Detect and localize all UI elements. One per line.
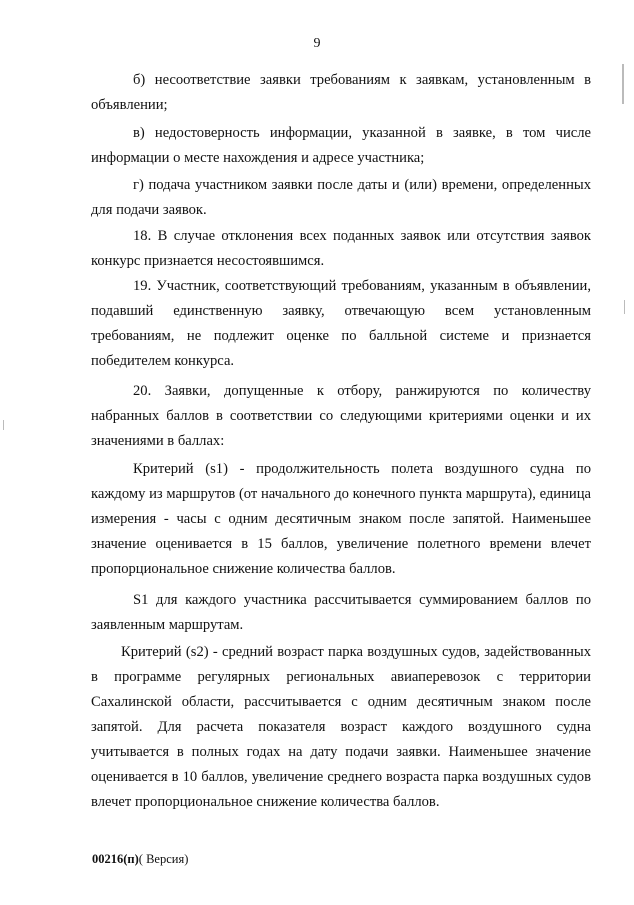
paragraph-s1-sum: S1 для каждого участника рассчитывается суммированием баллов по заявленным маршрутам. [91,592,591,633]
scan-artifact [624,300,625,314]
document-footer [92,852,188,867]
footer-suffix: ( Версия) [138,852,189,866]
paragraph-18: 18. В случае отклонения всех поданных заявок или отсутствия заявок конкурс признается несостоявшимся. [91,228,591,269]
page-number: 9 [313,36,321,51]
paragraph-19: 19. Участник, соответствующий требованиям, указанным в объявлении, подавший единственную заявку, отвечающую всем установленным требованиям, не подлежит оценке по балльной системе и признается победителем конкурса. [91,278,591,369]
scan-artifact [622,64,624,104]
paragraph-20: 20. Заявки, допущенные к отбору, ранжируются по количеству набранных баллов в соответствии со следующими критериями оценки и их значениями в баллах: [91,383,591,449]
paragraph-v: в) недостоверность информации, указанной в заявке, в том числе информации о месте нахождения и адресе участника; [91,125,591,166]
paragraph-g: г) подача участником заявки после даты и (или) времени, определенных для подачи заявок. [91,177,591,218]
paragraph-b: б) несоответствие заявки требованиям к заявкам, установленным в объявлении; [91,72,591,113]
scan-artifact [3,420,4,430]
footer-code: 00216(п) [92,852,139,866]
paragraph-criterion-s2: Критерий (s2) - средний возраст парка воздушных судов, задействованных в программе регулярных региональных авиаперевозок с территории Сахалинской области, рассчитывается с одним десятичным знаком после запятой. Для расчета показателя возраст каждого воздушного судна учитывается в полных годах на дату подачи заявки. Наименьшее значение оценивается в 10 баллов, увеличение среднего возраста парка воздушных судов влечет пропорциональное снижение количества баллов. [91,644,591,810]
paragraph-criterion-s1: Критерий (s1) - продолжительность полета воздушного судна по каждому из маршрутов (от начального до конечного пункта маршрута), единица измерения - часы с одним десятичным знаком после запятой. Наименьшее значение оценивается в 15 баллов, увеличение полетного времени влечет пропорциональное снижение количества баллов. [91,461,591,577]
